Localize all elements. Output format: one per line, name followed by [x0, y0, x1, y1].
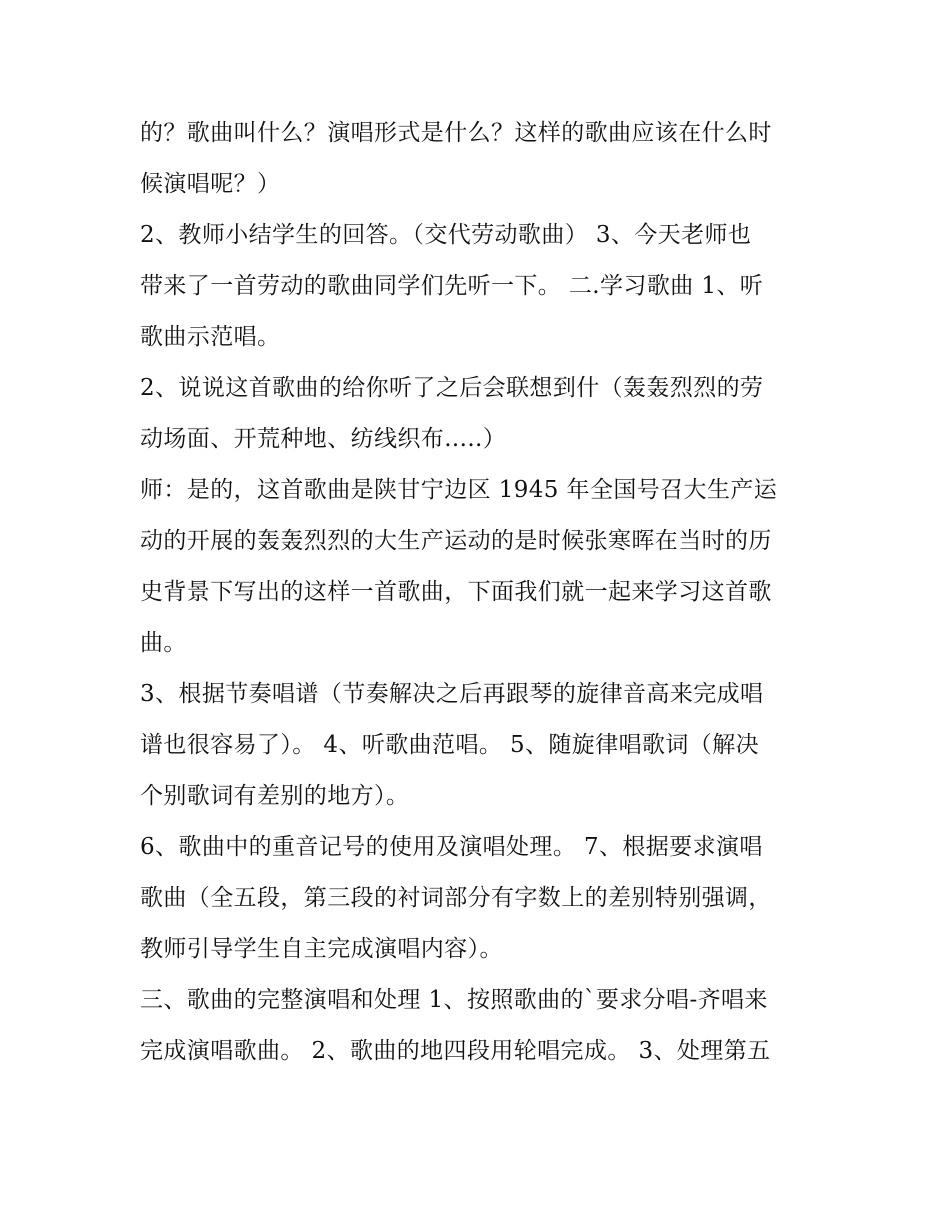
- text-line: 完成演唱歌曲。 2、歌曲的地四段用轮唱完成。 3、处理第五: [140, 1038, 771, 1064]
- text-line: 谱也很容易了）。 4、听歌曲范唱。 5、随旋律唱歌词（解决: [140, 732, 759, 758]
- paragraph-step-2-associations: [140, 363, 820, 465]
- text-line: 的？歌曲叫什么？演唱形式是什么？这样的歌曲应该在什么时: [140, 120, 772, 146]
- text-line: 史背景下写出的这样一首歌曲，下面我们就一起来学习这首歌: [140, 579, 772, 605]
- text-line: 歌曲（全五段，第三段的衬词部分有字数上的差别特别强调，: [140, 885, 772, 911]
- paragraph-step-6-accent: [140, 822, 820, 975]
- paragraph-step-2-summary: [140, 210, 820, 363]
- document-body: [140, 108, 820, 1077]
- text-line: 动的开展的轰轰烈烈的大生产运动的是时候张寒晖在当时的历: [140, 528, 772, 554]
- paragraph-step-3-rhythm: [140, 669, 820, 822]
- text-line: 6、歌曲中的重音记号的使用及演唱处理。 7、根据要求演唱: [140, 834, 763, 860]
- text-line: 教师引导学生自主完成演唱内容）。: [140, 936, 503, 962]
- paragraph-questions: [140, 108, 820, 210]
- text-line: 2、教师小结学生的回答。（交代劳动歌曲） 3、今天老师也: [140, 222, 752, 248]
- text-line: 师：是的，这首歌曲是陕甘宁边区 1945 年全国号召大生产运: [140, 477, 778, 503]
- paragraph-teacher-background: [140, 465, 820, 669]
- text-line: 带来了一首劳动的歌曲同学们先听一下。 二.学习歌曲 1、听: [140, 273, 764, 299]
- text-line: 三、歌曲的完整演唱和处理 1、按照歌曲的`要求分唱-齐唱来: [140, 987, 768, 1013]
- text-line: 动场面、开荒种地、纺线织布.....）: [140, 426, 507, 452]
- text-line: 个别歌词有差别的地方）。: [140, 783, 410, 809]
- text-line: 候演唱呢？）: [140, 171, 281, 197]
- paragraph-section-3-performance: [140, 975, 820, 1077]
- text-line: 曲。: [140, 630, 187, 656]
- text-line: 3、根据节奏唱谱（节奏解决之后再跟琴的旋律音高来完成唱: [140, 681, 764, 707]
- text-line: 歌曲示范唱。: [140, 324, 281, 350]
- text-line: 2、说说这首歌曲的给你听了之后会联想到什（轰轰烈烈的劳: [140, 375, 764, 401]
